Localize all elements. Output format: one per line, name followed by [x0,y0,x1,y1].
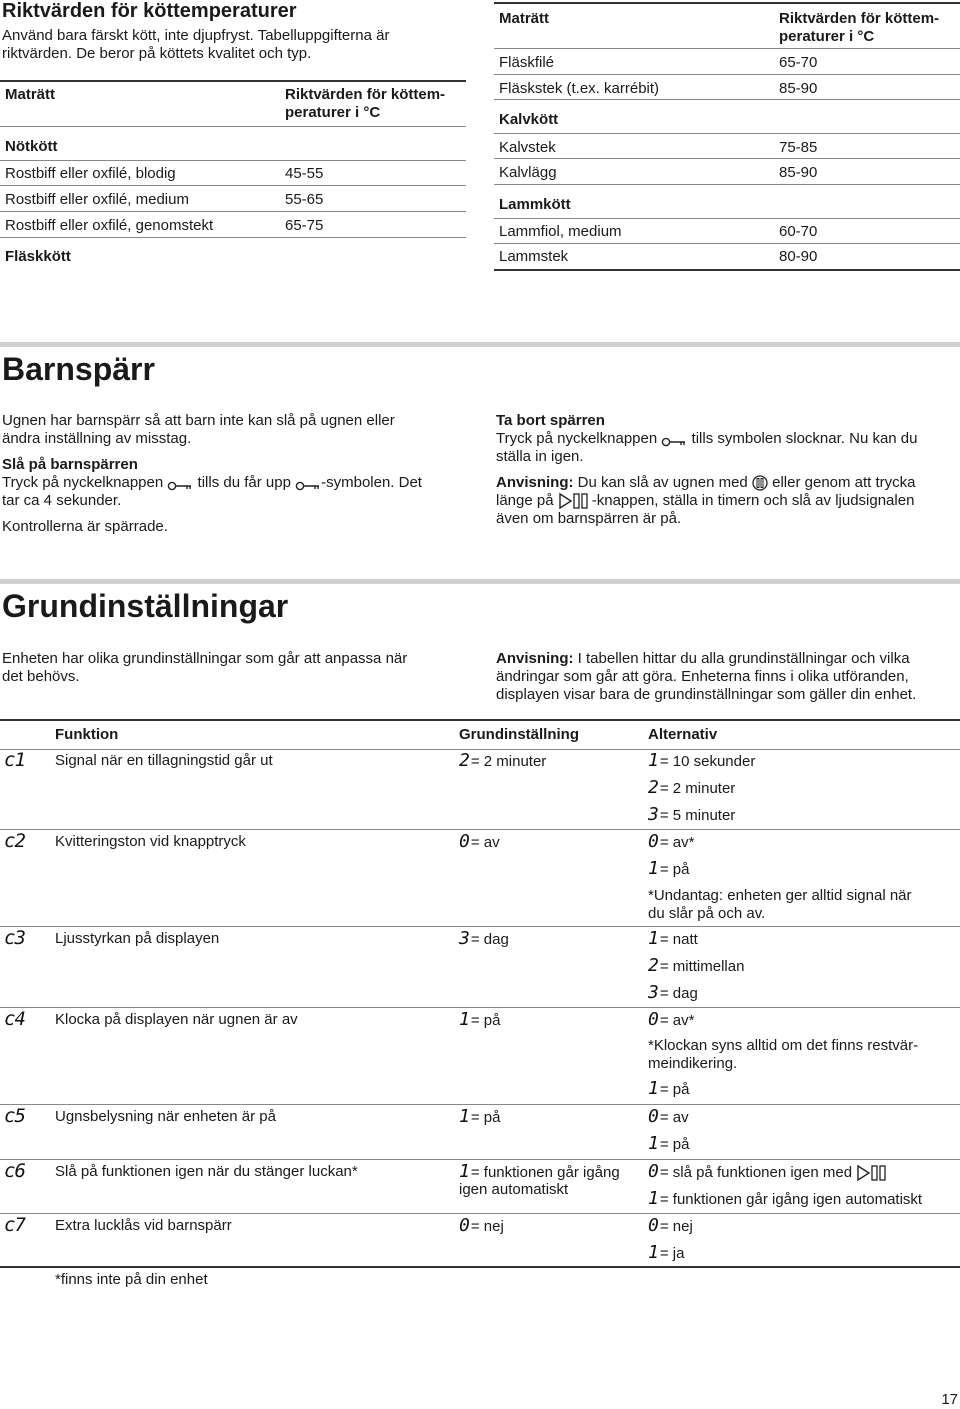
alt-digit: 0 [648,1215,658,1236]
childlock-right-column [496,412,960,528]
alt-digit: 1 [648,1078,658,1099]
alternative-option [648,1190,922,1209]
dish-temp: 45-55 [285,165,324,182]
col-temp-header-line1: Riktvärden för köttem- [779,10,940,27]
alternative-option [648,1163,890,1182]
meat-title: Riktvärden för köttemperaturer [2,0,297,22]
alt-digit: 1 [648,1188,658,1209]
on-off-ring-icon [752,474,768,492]
setting-code: c7 [4,1214,25,1236]
table-row [494,218,960,244]
setting-function: Ugnsbelysning när enheten är på [55,1108,276,1125]
default-digit: 0 [459,1215,469,1236]
dish-temp: 75-85 [779,139,818,156]
dish-name: Fläskfilé [499,54,555,71]
alt-digit: 0 [648,1161,658,1182]
basic-intro-line2: det behövs. [2,668,80,685]
row-divider [0,1266,960,1268]
alt-digit: 0 [648,831,658,852]
childlock-off-text-a: Tryck på nyckelknappen [496,430,658,447]
footnote: *finns inte på din enhet [55,1271,208,1288]
alt-text: = 2 minuter [659,780,736,797]
setting-code: c4 [4,1008,25,1030]
alternative-option [648,833,694,852]
setting-function: Signal när en tillagningstid går ut [55,752,273,769]
dish-name: Kalvstek [499,139,556,156]
table-row [494,243,960,271]
meat-intro: Använd bara färskt kött, inte djupfryst. Tabelluppgifterna är riktvärden. De beror på köttets kvalitet och typ. [2,27,390,62]
default-digit: 1 [459,1106,469,1127]
alt-text: = av* [659,1012,695,1029]
setting-default [459,1108,500,1127]
childlock-off-line1 [496,430,960,448]
dish-temp: 65-75 [285,217,324,234]
childlock-note-line2 [496,492,960,510]
col-default-header: Grundinställning [459,726,579,743]
setting-note-line1: *Klockan syns alltid om det finns restvär- [648,1037,919,1054]
default-digit: 3 [459,928,469,949]
childlock-intro-line2: ändra inställning av misstag. [2,430,192,447]
col-alternative-header: Alternativ [648,726,718,743]
col-function-header: Funktion [55,726,119,743]
basic-intro-line1: Enheten har olika grundinställningar som går att anpassa när [2,650,408,667]
default-text: = på [470,1012,501,1029]
childlock-off-text-b: tills symbolen slocknar. Nu kan du [691,430,918,447]
alternative-option [648,806,735,825]
childlock-off-heading: Ta bort spärren [496,412,605,429]
group-label: Lammkött [499,196,571,213]
setting-function: Ljusstyrkan på displayen [55,930,220,947]
note-text-a: Du kan slå av ugnen med [577,474,748,491]
dish-temp: 85-90 [779,164,818,181]
childlock-on-text-a: Tryck på nyckelknappen [2,474,164,491]
default-digit: 2 [459,750,469,771]
default-text: = funktionen går igång [470,1164,620,1181]
alternative-option [648,1217,693,1236]
dish-name: Lammstek [499,248,569,265]
alternative-option [648,779,735,798]
alt-digit: 1 [648,1242,658,1263]
dish-name: Fläskstek (t.ex. karrébit) [499,80,660,97]
group-label: Kalvkött [499,111,559,128]
table-row [0,1105,960,1158]
childlock-on-text-b: tills du får upp [197,474,291,491]
default-digit: 1 [459,1009,469,1030]
alternative-option [648,860,689,879]
alt-digit: 0 [648,1009,658,1030]
table-row [494,158,960,185]
table-row [0,160,466,186]
setting-note-line2: meindikering. [648,1055,738,1072]
alt-digit: 0 [648,1106,658,1127]
dish-temp: 85-90 [779,80,818,97]
table-row [494,48,960,75]
childlock-title: Barnspärr [2,351,155,387]
alternative-option [648,1080,689,1099]
group-label: Fläskkött [5,248,71,265]
alt-digit: 3 [648,982,658,1003]
default-text: = dag [470,931,509,948]
table-row [0,927,960,1007]
alt-text: = 10 sekunder [659,753,756,770]
alt-text: = dag [659,985,698,1002]
dish-temp: 60-70 [779,223,818,240]
group-row [494,99,960,134]
setting-function: Kvitteringston vid knapptryck [55,833,246,850]
childlock-on-text-c: -symbolen. Det [321,474,422,491]
table-row [0,1160,960,1213]
childlock-left-column [2,412,472,536]
alternative-option [648,1135,689,1154]
dish-temp: 55-65 [285,191,324,208]
alternative-option [648,930,698,949]
alt-digit: 1 [648,928,658,949]
setting-code: c6 [4,1160,25,1182]
start-stop-icon [558,492,592,510]
childlock-on-line3: Kontrollerna är spärrade. [2,518,168,535]
alternative-option [648,1011,694,1030]
basic-note-line1 [496,650,960,668]
note-label: Anvisning: [496,650,574,667]
default-text: = på [470,1109,501,1126]
basic-note-line2: ändringar som går att göra. Enheterna finns i olika utföranden, [496,668,909,685]
note-label: Anvisning: [496,474,574,491]
table-row [0,1214,960,1266]
table-row [0,830,960,926]
note-text: I tabellen hittar du alla grundinställningar och vilka [577,650,910,667]
alt-text: = av [659,1109,689,1126]
start-stop-icon [856,1164,890,1182]
childlock-on-heading: Slå på barnspärren [2,456,138,473]
dish-temp: 80-90 [779,248,818,265]
setting-function: Extra lucklås vid barnspärr [55,1217,232,1234]
setting-default [459,833,500,852]
col-temp-header-line1: Riktvärden för köttem- [285,86,446,103]
alt-digit: 2 [648,955,658,976]
dish-name: Rostbiff eller oxfilé, blodig [5,165,176,182]
group-row [494,184,960,219]
dish-name: Rostbiff eller oxfilé, medium [5,191,189,208]
alt-text: = natt [659,931,698,948]
settings-table [0,719,960,1289]
default-digit: 0 [459,831,469,852]
group-row [0,126,466,153]
alt-text: = av* [659,834,695,851]
basic-note [496,650,960,704]
col-temp-header-line2: peraturer i °C [779,28,875,45]
alt-digit: 2 [648,777,658,798]
note-text-c: länge på [496,492,554,510]
default-text: = av [470,834,500,851]
setting-default [459,1163,644,1182]
dish-name: Rostbiff eller oxfilé, genomstekt [5,217,214,234]
key-icon [295,478,321,488]
setting-code: c1 [4,749,25,771]
key-icon [661,434,687,444]
alt-text: = nej [659,1218,693,1235]
table-row [0,185,466,212]
section-divider [0,342,960,347]
setting-code: c3 [4,927,25,949]
setting-note-line1: *Undantag: enheten ger alltid signal när [648,887,912,904]
setting-default [459,1011,500,1030]
page-number: 17 [941,1391,958,1408]
note-text-b: eller genom att trycka [772,474,916,491]
setting-code: c5 [4,1105,25,1127]
childlock-on-line1 [2,474,472,492]
dish-temp: 65-70 [779,54,818,71]
alternative-option [648,1108,689,1127]
setting-default [459,752,546,771]
table-row [494,74,960,100]
table-row [0,211,466,238]
default-digit: 1 [459,1161,469,1182]
basic-intro [2,650,472,686]
setting-function: Slå på funktionen igen när du stänger luckan* [55,1163,358,1180]
table-row [0,749,960,829]
col-temp-header-line2: peraturer i °C [285,104,381,121]
default-text: = nej [470,1218,504,1235]
alternative-option [648,984,698,1003]
alternative-option [648,1244,684,1263]
childlock-off-line2: ställa in igen. [496,448,584,465]
alt-text: = funktionen går igång igen automatiskt [659,1191,923,1208]
alt-digit: 3 [648,804,658,825]
basic-title: Grundinställningar [2,588,289,624]
alt-text: = på [659,861,690,878]
setting-default [459,930,509,949]
alt-digit: 1 [648,1133,658,1154]
table-header-row [0,80,466,128]
setting-default [459,1217,504,1236]
dish-name: Lammfiol, medium [499,223,622,240]
table-row [0,1008,960,1104]
table-header-row [494,2,960,50]
meat-table-left [0,80,466,240]
setting-function: Klocka på displayen när ugnen är av [55,1011,298,1028]
alt-text: = på [659,1081,690,1098]
alt-text: = slå på funktionen igen med [659,1164,853,1181]
default-text: = 2 minuter [470,753,547,770]
childlock-note-line3: även om barnspärren är på. [496,510,682,528]
key-icon [167,478,193,488]
group-label: Nötkött [5,138,58,155]
col-dish-header: Maträtt [499,10,550,27]
alternative-option [648,752,755,771]
meat-table-right [494,2,960,270]
alt-digit: 1 [648,858,658,879]
alternative-option [648,957,744,976]
table-header-row [0,719,960,750]
alt-text: = ja [659,1245,685,1262]
basic-note-line3: displayen visar bara de grundinställningar som gäller din enhet. [496,686,917,703]
dish-name: Kalvlägg [499,164,557,181]
alt-text: = på [659,1136,690,1153]
col-dish-header: Maträtt [5,86,56,103]
alt-text: = mittimellan [659,958,745,975]
setting-code: c2 [4,830,25,852]
childlock-note-line1 [496,474,960,492]
setting-default-line2: igen automatiskt [459,1181,569,1198]
note-text-d: -knappen, ställa in timern och slå av ljudsignalen [591,492,915,510]
childlock-on-line2: tar ca 4 sekunder. [2,492,122,509]
childlock-intro-line1: Ugnen har barnspärr så att barn inte kan slå på ugnen eller [2,412,395,429]
setting-note-line2: du slår på och av. [648,905,766,922]
table-row [494,133,960,159]
alt-digit: 1 [648,750,658,771]
section-divider [0,579,960,584]
alt-text: = 5 minuter [659,807,736,824]
